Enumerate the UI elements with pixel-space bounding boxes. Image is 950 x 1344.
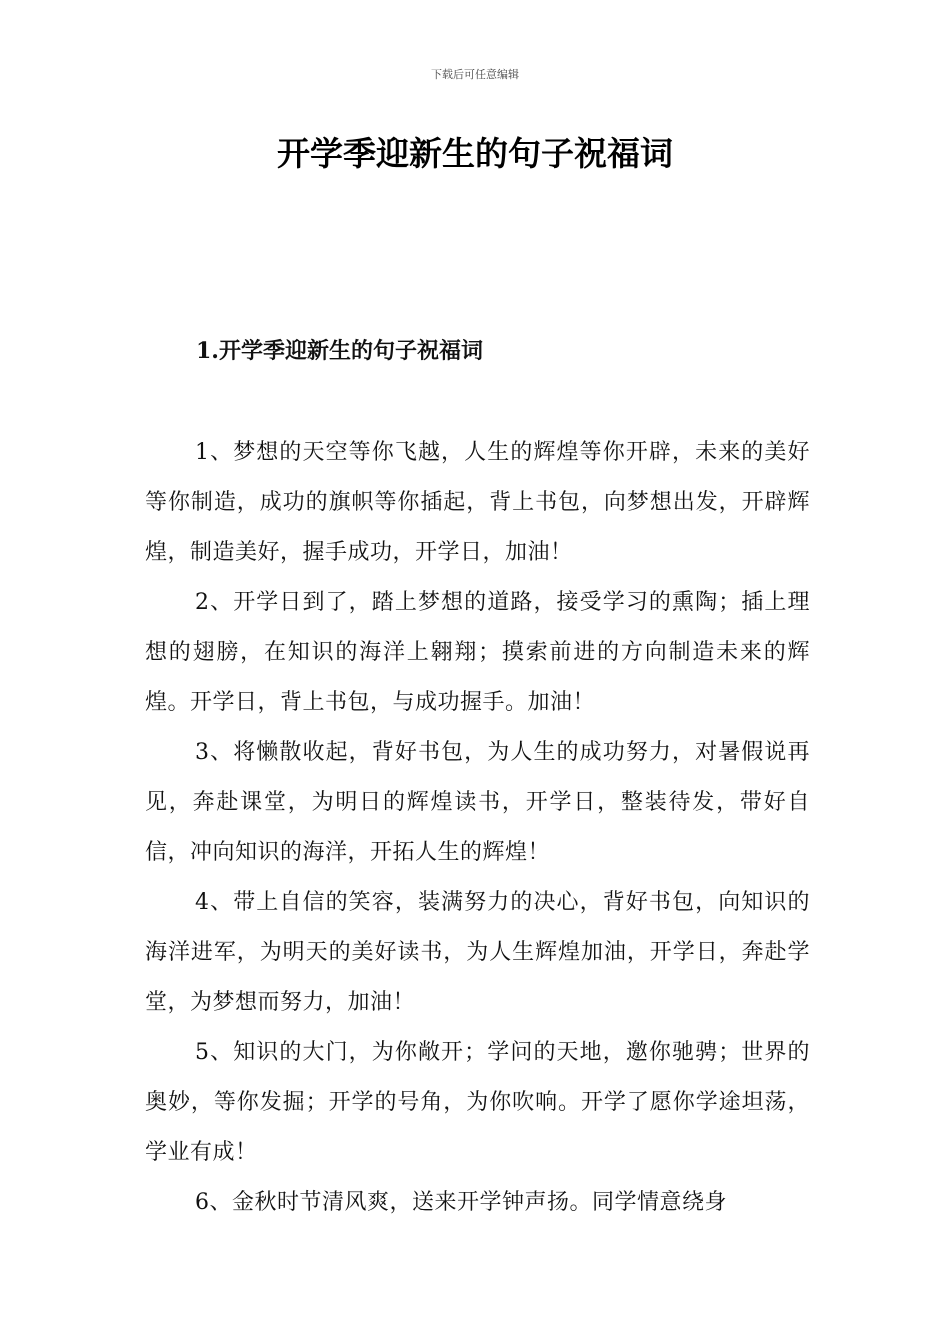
- paragraph-6: 6、金秋时节清风爽，送来开学钟声扬。同学情意绕身: [195, 1190, 727, 1215]
- paragraph-2: 2、开学日到了，踏上梦想的道路，接受学习的熏陶；插上理想的翅膀，在知识的海洋上翱翔；摸索前进的方向制造未来的辉煌。开学日，背上书包，与成功握手。加油！: [145, 590, 810, 715]
- section-heading: 1.开学季迎新生的句子祝福词: [196, 338, 483, 364]
- paragraph-1: 1、梦想的天空等你飞越，人生的辉煌等你开辟，未来的美好等你制造，成功的旗帜等你插起，背上书包，向梦想出发，开辟辉煌，制造美好，握手成功，开学日，加油！: [145, 440, 810, 565]
- paragraph-3: 3、将懒散收起，背好书包，为人生的成功努力，对暑假说再见，奔赴课堂，为明日的辉煌读书，开学日，整装待发，带好自信，冲向知识的海洋，开拓人生的辉煌！: [145, 740, 810, 865]
- paragraph-5: 5、知识的大门，为你敞开；学问的天地，邀你驰骋；世界的奥妙，等你发掘；开学的号角，为你吹响。开学了愿你学途坦荡，学业有成！: [145, 1040, 810, 1165]
- paragraph-4: 4、带上自信的笑容，装满努力的决心，背好书包，向知识的海洋进军，为明天的美好读书，为人生辉煌加油，开学日，奔赴学堂，为梦想而努力，加油！: [145, 890, 810, 1015]
- document-title: 开学季迎新生的句子祝福词: [277, 134, 673, 173]
- header-note: 下载后可任意编辑: [431, 68, 519, 81]
- document-body: [145, 428, 810, 1228]
